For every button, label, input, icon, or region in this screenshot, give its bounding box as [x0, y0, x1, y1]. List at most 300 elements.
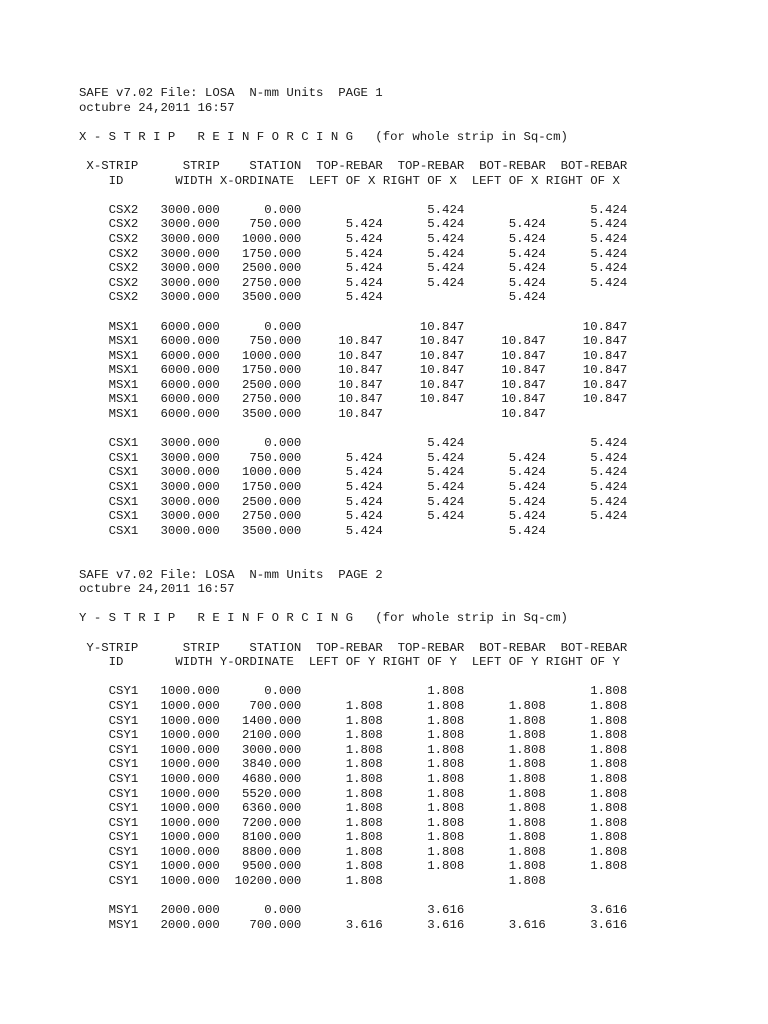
column-header: RIGHT OF Y [545, 655, 620, 670]
table-row [79, 290, 699, 305]
table-cell: 5.424 [508, 246, 546, 261]
strip-id: CSY1 [108, 786, 139, 801]
table-cell: 5.424 [427, 436, 465, 451]
table-cell: 5.424 [508, 465, 546, 480]
table-cell: 6000.000 [160, 319, 220, 334]
table-cell: 3000.000 [160, 202, 220, 217]
table-row [79, 495, 699, 510]
table-cell: 10.847 [338, 334, 383, 349]
table-cell: 5.424 [508, 261, 546, 276]
report-header-line [79, 86, 699, 101]
blank-line [79, 305, 699, 320]
table-cell: 5.424 [345, 231, 383, 246]
table-cell: 10.847 [582, 348, 628, 363]
table-row [79, 743, 699, 758]
table-cell: 1000.000 [242, 348, 302, 363]
table-cell: 1.808 [590, 830, 628, 845]
strip-id: MSX1 [108, 407, 139, 422]
table-cell: 10.847 [338, 363, 383, 378]
report-date-line [79, 582, 699, 597]
table-cell: 5520.000 [242, 786, 302, 801]
table-cell: 1.808 [427, 757, 465, 772]
table-cell: 10.847 [501, 392, 546, 407]
table-row [79, 451, 699, 466]
blank-line [79, 538, 699, 553]
column-header: STRIP [182, 640, 220, 655]
strip-id: CSY1 [108, 801, 139, 816]
table-cell: 10.847 [501, 348, 546, 363]
table-cell: 1.808 [508, 830, 546, 845]
table-cell: 10.847 [501, 377, 546, 392]
table-cell: 5.424 [427, 494, 465, 509]
table-cell: 5.424 [590, 261, 628, 276]
blank-line [79, 115, 699, 130]
column-header: Y-ORDINATE [219, 655, 294, 670]
strip-id: CSX1 [108, 494, 139, 509]
strip-id: CSY1 [108, 844, 139, 859]
table-row [79, 772, 699, 787]
table-cell: 5.424 [345, 217, 383, 232]
column-header: LEFT OF Y [471, 655, 539, 670]
table-cell: 1.808 [508, 771, 546, 786]
table-cell: 5.424 [427, 465, 465, 480]
column-header: STATION [249, 158, 302, 173]
table-cell: 1.808 [590, 742, 628, 757]
table-cell: 10.847 [419, 348, 465, 363]
table-cell: 5.424 [427, 217, 465, 232]
column-header: X-ORDINATE [219, 173, 294, 188]
table-cell: 1.808 [345, 801, 383, 816]
table-cell: 3000.000 [160, 480, 220, 495]
report-date: octubre 24,2011 16:57 [79, 100, 235, 115]
table-row [79, 524, 699, 539]
table-row [79, 276, 699, 291]
table-cell: 1.808 [345, 713, 383, 728]
column-header: TOP-REBAR [316, 158, 383, 173]
strip-id: CSY1 [108, 771, 139, 786]
strip-id: CSX1 [108, 436, 139, 451]
table-cell: 5.424 [345, 494, 383, 509]
blank-line [79, 422, 699, 437]
table-cell: 4680.000 [242, 771, 302, 786]
table-cell: 5.424 [590, 436, 628, 451]
table-cell: 6000.000 [160, 363, 220, 378]
table-cell: 5.424 [427, 261, 465, 276]
report-header: SAFE v7.02 File: LOSA N-mm Units PAGE 2 [79, 567, 383, 582]
table-cell: 1.808 [508, 698, 546, 713]
table-row [79, 830, 699, 845]
table-cell: 3000.000 [160, 523, 220, 538]
table-cell: 0.000 [264, 202, 302, 217]
table-cell: 1.808 [508, 786, 546, 801]
table-cell: 2500.000 [242, 261, 302, 276]
column-header: BOT-REBAR [479, 158, 546, 173]
table-cell: 5.424 [590, 231, 628, 246]
blank-line [79, 188, 699, 203]
strip-id: CSX2 [108, 290, 139, 305]
report-header: SAFE v7.02 File: LOSA N-mm Units PAGE 1 [79, 86, 383, 100]
table-cell: 10.847 [582, 377, 628, 392]
column-header: TOP-REBAR [397, 640, 465, 655]
table-cell: 5.424 [590, 246, 628, 261]
table-cell: 1000.000 [242, 465, 302, 480]
table-row [79, 436, 699, 451]
table-cell: 3000.000 [160, 246, 220, 261]
table-cell: 2750.000 [242, 392, 302, 407]
table-cell: 3000.000 [160, 261, 220, 276]
table-cell: 1400.000 [242, 713, 302, 728]
table-cell: 0.000 [264, 436, 302, 451]
column-header: BOT-REBAR [560, 640, 628, 655]
table-cell: 750.000 [249, 217, 302, 232]
table-cell: 10.847 [419, 363, 465, 378]
table-row [79, 261, 699, 276]
strip-id: MSX1 [108, 348, 139, 363]
strip-id: CSX2 [108, 275, 139, 290]
strip-id: MSX1 [108, 319, 139, 334]
table-cell: 1.808 [345, 874, 383, 889]
column-header: LEFT OF Y [308, 655, 376, 670]
table-cell: 10.847 [501, 363, 546, 378]
table-cell: 1.808 [590, 698, 628, 713]
strip-id: MSY1 [108, 917, 139, 932]
table-cell: 5.424 [427, 450, 465, 465]
table-cell: 3.616 [427, 917, 465, 932]
strip-id: CSY1 [108, 815, 139, 830]
table-cell: 3840.000 [242, 757, 302, 772]
table-cell: 8800.000 [242, 844, 302, 859]
table-row [79, 320, 699, 335]
blank-line [79, 889, 699, 904]
strip-id: CSX1 [108, 523, 139, 538]
table-cell: 5.424 [345, 246, 383, 261]
table-row [79, 684, 699, 699]
table-cell: 1.808 [508, 815, 546, 830]
table-cell: 3.616 [508, 917, 546, 932]
table-cell: 10.847 [338, 407, 383, 422]
table-cell: 5.424 [427, 275, 465, 290]
table-cell: 5.424 [345, 450, 383, 465]
table-cell: 1.808 [590, 757, 628, 772]
column-header: Y-STRIP [86, 640, 139, 655]
table-cell: 6000.000 [160, 392, 220, 407]
table-cell: 1.808 [590, 684, 628, 699]
table-row [79, 757, 699, 772]
table-row [79, 363, 699, 378]
strip-id: CSY1 [108, 742, 139, 757]
table-cell: 3000.000 [160, 231, 220, 246]
table-cell: 1.808 [590, 815, 628, 830]
table-cell: 3500.000 [242, 290, 302, 305]
column-header: TOP-REBAR [397, 158, 465, 173]
blank-line [79, 597, 699, 612]
table-cell: 3500.000 [242, 407, 302, 422]
table-header-row [79, 159, 699, 174]
table-cell: 10.847 [582, 319, 628, 334]
column-header: RIGHT OF X [545, 173, 620, 188]
table-cell: 1.808 [508, 757, 546, 772]
table-cell: 2100.000 [242, 728, 302, 743]
table-cell: 1000.000 [160, 771, 220, 786]
table-cell: 2500.000 [242, 494, 302, 509]
table-cell: 5.424 [345, 480, 383, 495]
table-cell: 3.616 [590, 903, 628, 918]
table-header-row [79, 174, 699, 189]
table-cell: 1.808 [345, 786, 383, 801]
table-cell: 1.808 [427, 786, 465, 801]
table-cell: 5.424 [508, 231, 546, 246]
table-header-row [79, 641, 699, 656]
table-cell: 750.000 [249, 450, 302, 465]
section-title: Y - S T R I P R E I N F O R C I N G (for whole strip in Sq-cm) [79, 611, 568, 626]
table-cell: 9500.000 [242, 859, 302, 874]
table-cell: 1.808 [508, 742, 546, 757]
table-cell: 1000.000 [160, 830, 220, 845]
strip-id: CSX1 [108, 509, 139, 524]
table-cell: 1.808 [590, 801, 628, 816]
table-row [79, 247, 699, 262]
table-cell: 1.808 [345, 757, 383, 772]
column-header: WIDTH [175, 173, 213, 188]
table-cell: 1.808 [590, 728, 628, 743]
strip-id: MSX1 [108, 363, 139, 378]
table-row [79, 349, 699, 364]
column-header: STATION [249, 640, 302, 655]
strip-id: MSX1 [108, 334, 139, 349]
table-cell: 5.424 [590, 494, 628, 509]
table-cell: 1000.000 [160, 859, 220, 874]
table-cell: 1.808 [345, 815, 383, 830]
table-cell: 5.424 [508, 523, 546, 538]
strip-id: CSY1 [108, 757, 139, 772]
table-row [79, 816, 699, 831]
column-header: BOT-REBAR [560, 158, 628, 173]
table-cell: 6000.000 [160, 348, 220, 363]
table-cell: 1.808 [590, 859, 628, 874]
table-row [79, 480, 699, 495]
table-row [79, 699, 699, 714]
table-cell: 1.808 [590, 844, 628, 859]
table-row [79, 918, 699, 933]
table-cell: 1.808 [345, 728, 383, 743]
column-header: STRIP [182, 158, 220, 173]
table-cell: 1.808 [427, 859, 465, 874]
table-cell: 1000.000 [160, 684, 220, 699]
table-cell: 3000.000 [160, 450, 220, 465]
table-cell: 3000.000 [160, 509, 220, 524]
blank-line [79, 553, 699, 568]
table-cell: 10.847 [501, 334, 546, 349]
table-cell: 1000.000 [160, 728, 220, 743]
strip-id: CSX1 [108, 450, 139, 465]
table-row [79, 845, 699, 860]
table-cell: 2500.000 [242, 377, 302, 392]
table-cell: 10.847 [419, 392, 465, 407]
column-header: X-STRIP [86, 158, 139, 173]
table-cell: 10.847 [582, 363, 628, 378]
table-cell: 1.808 [508, 801, 546, 816]
column-header: RIGHT OF Y [382, 655, 457, 670]
column-header: TOP-REBAR [316, 640, 383, 655]
table-cell: 1000.000 [160, 742, 220, 757]
table-cell: 5.424 [345, 523, 383, 538]
table-cell: 6000.000 [160, 407, 220, 422]
table-cell: 0.000 [264, 684, 302, 699]
table-cell: 3000.000 [160, 275, 220, 290]
table-cell: 3000.000 [160, 494, 220, 509]
table-cell: 1.808 [345, 698, 383, 713]
strip-id: CSY1 [108, 859, 139, 874]
table-row [79, 334, 699, 349]
strip-id: MSY1 [108, 903, 139, 918]
table-cell: 1.808 [345, 742, 383, 757]
table-cell: 5.424 [345, 465, 383, 480]
report-document [79, 86, 699, 932]
table-row [79, 874, 699, 889]
blank-line [79, 144, 699, 159]
strip-id: CSY1 [108, 713, 139, 728]
column-header: ID [108, 655, 124, 670]
table-cell: 6360.000 [242, 801, 302, 816]
table-cell: 5.424 [427, 509, 465, 524]
table-cell: 1.808 [427, 830, 465, 845]
table-cell: 5.424 [590, 465, 628, 480]
table-row [79, 714, 699, 729]
strip-id: CSX1 [108, 465, 139, 480]
table-cell: 1.808 [427, 713, 465, 728]
table-cell: 1000.000 [160, 815, 220, 830]
table-cell: 3000.000 [160, 217, 220, 232]
table-row [79, 392, 699, 407]
table-cell: 2750.000 [242, 275, 302, 290]
table-cell: 2000.000 [160, 917, 220, 932]
table-row [79, 217, 699, 232]
table-row [79, 903, 699, 918]
table-cell: 6000.000 [160, 377, 220, 392]
strip-id: CSY1 [108, 684, 139, 699]
strip-id: CSX2 [108, 231, 139, 246]
table-cell: 5.424 [427, 202, 465, 217]
table-cell: 10.847 [582, 334, 628, 349]
table-row [79, 509, 699, 524]
table-cell: 1000.000 [160, 757, 220, 772]
table-cell: 5.424 [345, 509, 383, 524]
table-cell: 0.000 [264, 903, 302, 918]
table-cell: 10.847 [419, 377, 465, 392]
table-cell: 10.847 [501, 407, 546, 422]
table-cell: 1750.000 [242, 480, 302, 495]
section-title-line [79, 611, 699, 626]
table-cell: 7200.000 [242, 815, 302, 830]
strip-id: CSY1 [108, 728, 139, 743]
table-cell: 1.808 [508, 728, 546, 743]
table-cell: 5.424 [590, 202, 628, 217]
table-cell: 5.424 [508, 494, 546, 509]
table-cell: 10.847 [419, 319, 465, 334]
table-cell: 1.808 [508, 713, 546, 728]
strip-id: CSY1 [108, 830, 139, 845]
table-cell: 1000.000 [160, 874, 220, 889]
table-cell: 3500.000 [242, 523, 302, 538]
table-cell: 10.847 [338, 348, 383, 363]
table-cell: 10.847 [419, 334, 465, 349]
table-cell: 5.424 [427, 480, 465, 495]
table-cell: 6000.000 [160, 334, 220, 349]
table-cell: 750.000 [249, 334, 302, 349]
table-row [79, 407, 699, 422]
column-header: WIDTH [175, 655, 213, 670]
table-cell: 1.808 [427, 844, 465, 859]
table-cell: 10.847 [582, 392, 628, 407]
table-cell: 2000.000 [160, 903, 220, 918]
table-cell: 5.424 [508, 275, 546, 290]
table-cell: 3.616 [590, 917, 628, 932]
table-cell: 1000.000 [160, 713, 220, 728]
report-header-line [79, 568, 699, 583]
table-cell: 1.808 [427, 742, 465, 757]
table-cell: 0.000 [264, 319, 302, 334]
table-cell: 5.424 [508, 290, 546, 305]
column-header: BOT-REBAR [479, 640, 546, 655]
table-row [79, 801, 699, 816]
table-cell: 8100.000 [242, 830, 302, 845]
table-header-row [79, 655, 699, 670]
table-cell: 5.424 [508, 217, 546, 232]
table-cell: 3.616 [345, 917, 383, 932]
table-cell: 1.808 [508, 844, 546, 859]
report-date-line [79, 101, 699, 116]
table-cell: 1.808 [427, 771, 465, 786]
table-cell: 1.808 [427, 815, 465, 830]
table-cell: 10.847 [338, 392, 383, 407]
section-title: X - S T R I P R E I N F O R C I N G (for whole strip in Sq-cm) [79, 129, 568, 144]
table-cell: 1750.000 [242, 363, 302, 378]
table-cell: 5.424 [427, 246, 465, 261]
table-cell: 5.424 [508, 480, 546, 495]
table-row [79, 787, 699, 802]
section-title-line [79, 130, 699, 145]
column-header: LEFT OF X [471, 173, 539, 188]
table-cell: 5.424 [345, 261, 383, 276]
table-cell: 1000.000 [160, 698, 220, 713]
table-cell: 700.000 [249, 917, 302, 932]
column-header: ID [108, 173, 124, 188]
table-cell: 3000.000 [242, 742, 302, 757]
table-cell: 1.808 [345, 771, 383, 786]
table-cell: 1750.000 [242, 246, 302, 261]
table-row [79, 203, 699, 218]
table-cell: 5.424 [590, 275, 628, 290]
strip-id: CSX2 [108, 202, 139, 217]
table-cell: 3.616 [427, 903, 465, 918]
table-cell: 2750.000 [242, 509, 302, 524]
table-cell: 1000.000 [160, 844, 220, 859]
strip-id: MSX1 [108, 392, 139, 407]
table-cell: 1.808 [508, 859, 546, 874]
strip-id: CSY1 [108, 698, 139, 713]
table-cell: 5.424 [590, 480, 628, 495]
table-cell: 1.808 [345, 830, 383, 845]
table-cell: 10.847 [338, 377, 383, 392]
table-cell: 5.424 [590, 217, 628, 232]
blank-line [79, 670, 699, 685]
column-header: LEFT OF X [308, 173, 376, 188]
table-cell: 1000.000 [160, 786, 220, 801]
table-cell: 5.424 [345, 290, 383, 305]
table-cell: 3000.000 [160, 465, 220, 480]
strip-id: CSX2 [108, 246, 139, 261]
table-cell: 1000.000 [160, 801, 220, 816]
